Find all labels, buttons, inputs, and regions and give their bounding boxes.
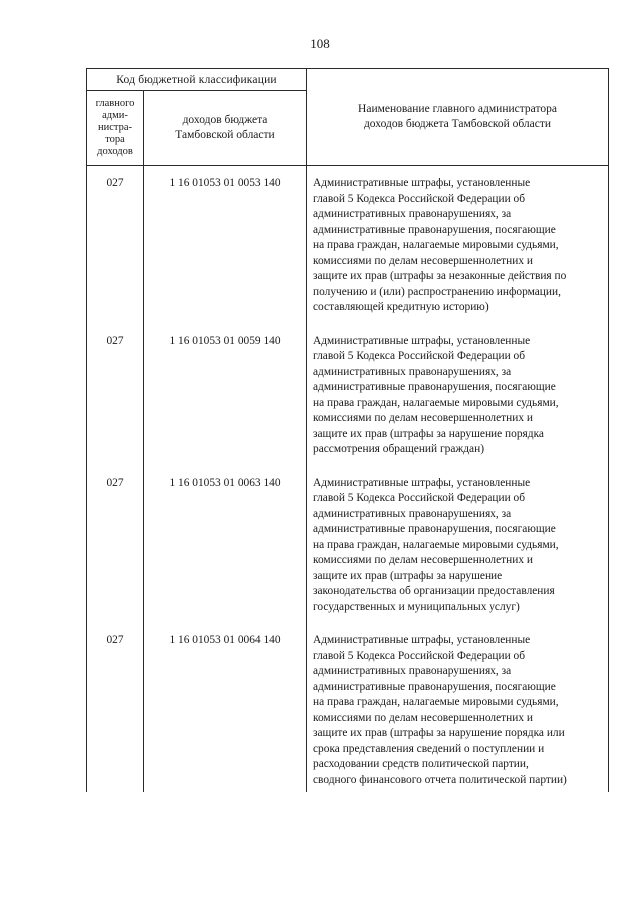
description-line: Административные штрафы, установленные — [313, 634, 531, 646]
description-line: расходовании средств политической партии, — [313, 758, 529, 770]
description-line: административные правонарушения, посягающие — [313, 381, 556, 393]
header-admin-line: тора — [105, 134, 125, 145]
page-number: 108 — [310, 36, 330, 51]
description-line: главой 5 Кодекса Российской Федерации об — [313, 649, 526, 662]
income-code-cell: 1 16 01053 01 0064 140 — [144, 623, 307, 792]
description-line: на права граждан, налагаемые мировыми судьями, — [313, 696, 559, 708]
description-line: комиссиями по делам несовершеннолетних и — [313, 412, 533, 424]
description-cell — [307, 166, 609, 324]
description-line: защите их прав (штрафы за нарушение порядка — [313, 427, 544, 440]
description-line: Административные штрафы, установленные — [313, 177, 531, 189]
description-line: срока представления сведений о поступлении и — [313, 742, 545, 755]
header-chief-administrator — [87, 91, 144, 166]
admin-code-cell: 027 — [87, 166, 144, 324]
description-line: административных правонарушениях, за — [313, 208, 512, 220]
table-row — [87, 623, 609, 792]
header-income-code — [144, 91, 307, 166]
description-line: получению и (или) распространению информации, — [313, 285, 561, 298]
description-line: на права граждан, налагаемые мировыми судьями, — [313, 396, 559, 409]
description-line: главой 5 Кодекса Российской Федерации об — [313, 192, 526, 205]
header-admin-line: нистра- — [97, 122, 133, 133]
income-code-cell: 1 16 01053 01 0053 140 — [144, 166, 307, 324]
income-code-cell: 1 16 01053 01 0059 140 — [144, 324, 307, 466]
description-line: на права граждан, налагаемые мировыми судьями, — [313, 538, 559, 551]
admin-code-cell: 027 — [87, 466, 144, 624]
header-name-line: доходов бюджета Тамбовской области — [363, 118, 552, 130]
description-line: административных правонарушениях, за — [313, 365, 512, 378]
budget-classification-table — [86, 68, 609, 792]
description-line: защите их прав (штрафы за незаконные действия по — [313, 270, 567, 282]
description-cell — [307, 324, 609, 466]
header-administrator-name — [307, 69, 609, 166]
description-line: административные правонарушения, посягающие — [313, 523, 556, 535]
table-row — [87, 166, 609, 324]
description-line: Административные штрафы, установленные — [313, 334, 531, 347]
description-line: сводного финансового отчета политической партии) — [313, 773, 567, 786]
description-line: рассмотрения обращений граждан) — [313, 443, 484, 455]
description-line: комиссиями по делам несовершеннолетних и — [313, 254, 533, 267]
description-line: законодательства об организации предоставления — [313, 585, 555, 597]
header-income-line: Тамбовской области — [175, 129, 275, 141]
description-line: комиссиями по делам несовершеннолетних и — [313, 711, 533, 724]
table-body — [87, 166, 609, 793]
description-line: Административные штрафы, установленные — [313, 476, 531, 489]
header-income-line: доходов бюджета — [182, 114, 268, 126]
description-line: комиссиями по делам несовершеннолетних и — [313, 554, 533, 566]
admin-code-cell: 027 — [87, 324, 144, 466]
description-line: составляющей кредитную историю) — [313, 301, 489, 313]
description-cell — [307, 623, 609, 792]
description-line: главой 5 Кодекса Российской Федерации об — [313, 350, 526, 362]
description-line: административные правонарушения, посягающие — [313, 223, 556, 236]
table-row — [87, 324, 609, 466]
description-line: на права граждан, налагаемые мировыми судьями, — [313, 239, 559, 251]
description-line: защите их прав (штрафы за нарушение порядка или — [313, 727, 565, 739]
description-cell — [307, 466, 609, 624]
header-admin-line: доходов — [97, 146, 133, 157]
admin-code-cell: 027 — [87, 623, 144, 792]
description-line: защите их прав (штрафы за нарушение — [313, 569, 503, 582]
table-row — [87, 466, 609, 624]
description-line: главой 5 Кодекса Российской Федерации об — [313, 492, 526, 504]
description-line: административных правонарушениях, за — [313, 507, 512, 520]
description-line: административные правонарушения, посягающие — [313, 680, 556, 693]
header-admin-line: адми- — [102, 110, 128, 121]
description-line: административных правонарушениях, за — [313, 665, 512, 677]
table-header — [87, 69, 609, 166]
header-admin-line: главного — [95, 98, 135, 109]
description-line: государственных и муниципальных услуг) — [313, 600, 520, 613]
income-code-cell: 1 16 01053 01 0063 140 — [144, 466, 307, 624]
header-name-line: Наименование главного администратора — [358, 103, 557, 115]
header-budget-classification-code: Код бюджетной классификации — [87, 69, 307, 91]
